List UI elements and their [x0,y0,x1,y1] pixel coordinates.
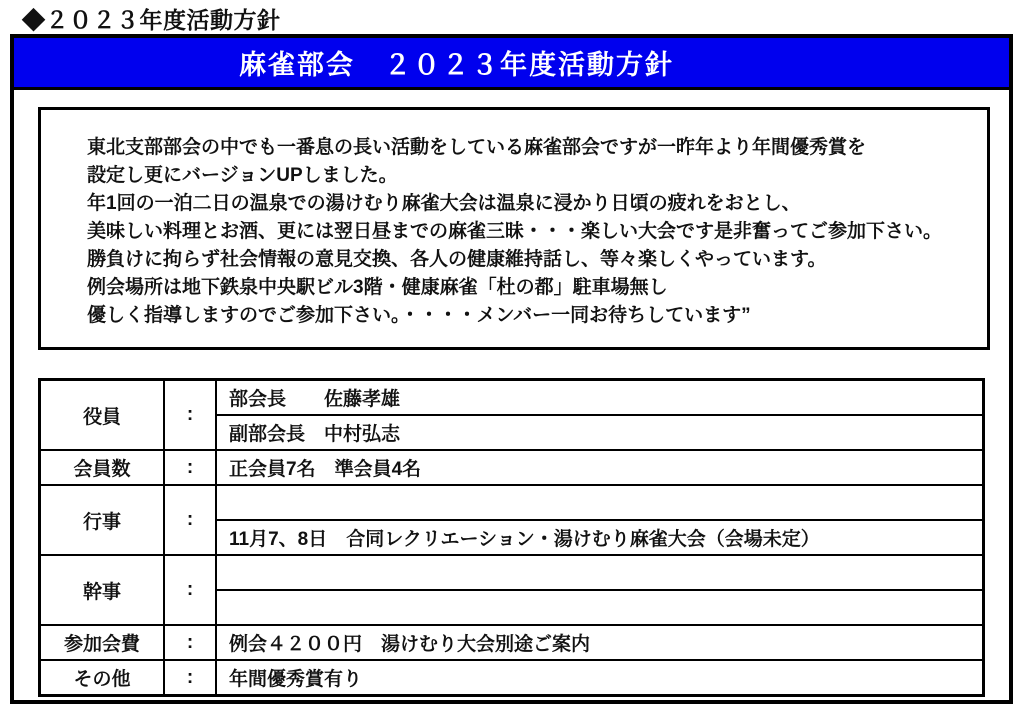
colon-cell: : [164,485,216,555]
title-bar [14,38,1009,90]
colon-cell: : [164,660,216,696]
row-label-sankakaihi: 参加会費 [40,625,165,660]
cell-event: 11月7、8日 合同レクリエーション・湯けむり麻雀大会（会場未定） [216,520,984,555]
info-table [38,378,985,697]
row-label-gyoji: 行事 [40,485,165,555]
cell-other: 年間優秀賞有り [216,660,984,696]
table-row [40,660,984,696]
table-row [40,625,984,660]
description-line: 優しく指導しますのでご参加下さい。・・・・メンバー一同お待ちしています” [87,305,751,326]
description-line: 東北支部部会の中でも一番息の長い活動をしている麻雀部会ですが一昨年より年間優秀賞を [87,137,867,158]
colon-cell: : [164,625,216,660]
cell-fee: 例会４２００円 湯けむり大会別途ご案内 [216,625,984,660]
description-box [38,107,990,350]
description-line: 美味しい料理とお酒、更には翌日昼までの麻雀三昧・・・楽しい大会です是非奮ってご参加下さい。 [87,221,943,242]
title-bar-text: 麻雀部会 ２０２３年度活動方針 [239,50,674,80]
cell-secretary-empty [216,590,984,625]
table-row [40,450,984,485]
page-heading: ◆２０２３年度活動方針 [22,7,281,33]
cell-event-empty [216,485,984,520]
colon-cell: : [164,380,216,451]
table-row [40,380,984,416]
colon-cell: : [164,555,216,625]
description-line: 年1回の一泊二日の温泉での湯けむり麻雀大会は温泉に浸かり日頃の疲れをおとし、 [87,193,801,214]
row-label-yakuin: 役員 [40,380,165,451]
description-line: 例会場所は地下鉄泉中央駅ビル3階・健康麻雀「杜の都」駐車場無し [87,277,668,298]
cell-secretary-empty [216,555,984,590]
row-label-kanji: 幹事 [40,555,165,625]
description-line: 設定し更にバージョンUPしました。 [87,165,398,186]
description-line: 勝負けに拘らず社会情報の意見交換、各人の健康維持話し、等々楽しくやっています。 [87,249,827,270]
content-frame [10,34,1013,704]
cell-vice-chairman: 副部会長 中村弘志 [216,415,984,450]
cell-chairman: 部会長 佐藤孝雄 [216,380,984,416]
cell-member-count: 正会員7名 準会員4名 [216,450,984,485]
row-label-kaiinsu: 会員数 [40,450,165,485]
colon-cell: : [164,450,216,485]
table-row [40,485,984,520]
row-label-sonota: その他 [40,660,165,696]
table-row [40,555,984,590]
